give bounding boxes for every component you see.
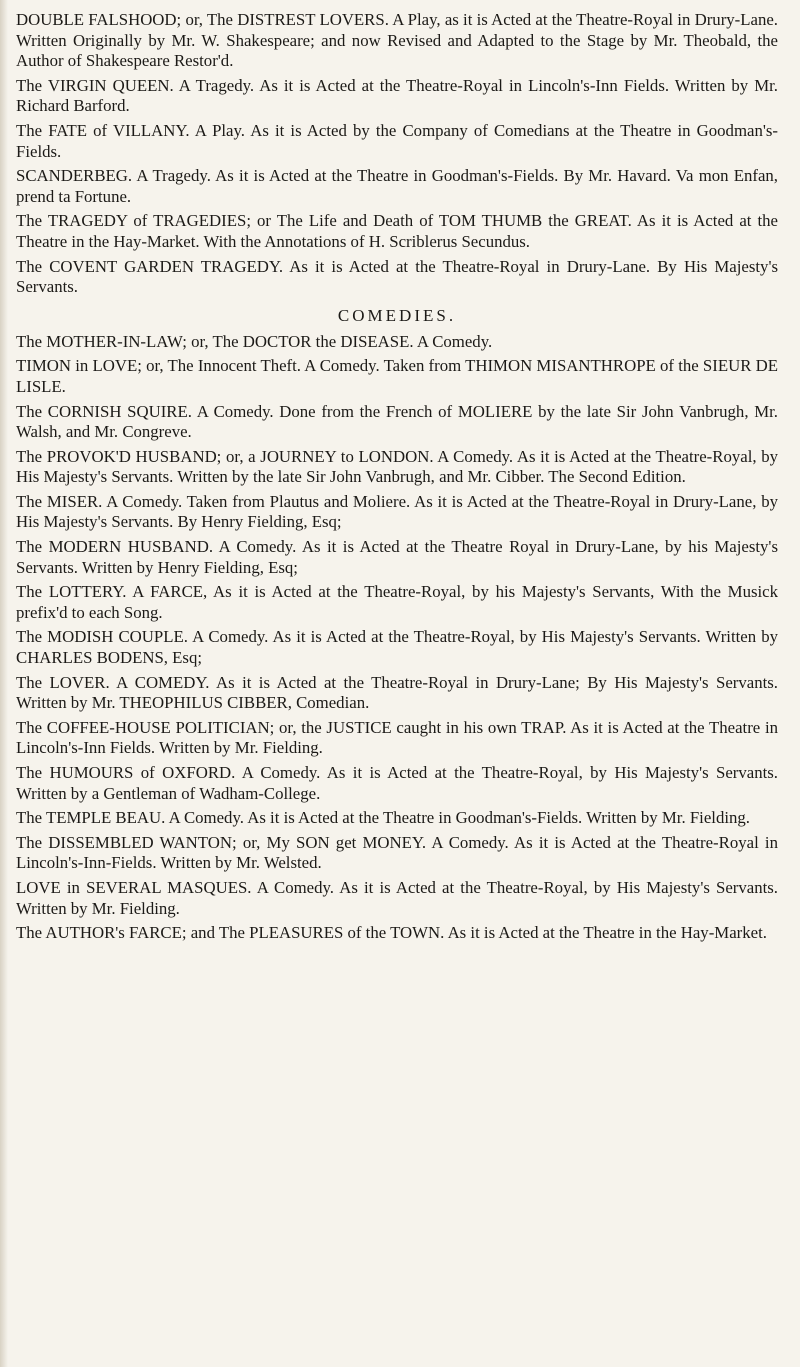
entry-love-in-several-masques: LOVE in SEVERAL MASQUES. A Comedy. As it is Acted at the Theatre-Royal, by His Majesty's Servants. Written by Mr. Fielding. [16, 877, 778, 918]
entry-temple-beau: The TEMPLE BEAU. A Comedy. As it is Acted at the Theatre in Goodman's-Fields. Written by Mr. Fielding. [16, 808, 750, 828]
entry-dissembled-wanton: The DISSEMBLED WANTON; or, My SON get MONEY. A Comedy. As it is Acted at the Theatre-Royal in Lincoln's-Inn-Fields. Written by Mr. Welsted. [16, 832, 778, 873]
section-heading-comedies: COMEDIES. [337, 305, 457, 325]
entry-virgin-queen: The VIRGIN QUEEN. A Tragedy. As it is Acted at the Theatre-Royal in Lincoln's-Inn Fields. Written by Mr. Richard Barford. [16, 75, 778, 116]
entry-mother-in-law: The MOTHER-IN-LAW; or, The DOCTOR the DISEASE. A Comedy. [16, 331, 493, 351]
entry-humours-of-oxford: The HUMOURS of OXFORD. A Comedy. As it is Acted at the Theatre-Royal, by His Majesty's Servants. Written by a Gentleman of Wadham-College. [16, 763, 778, 803]
entry-tragedy-of-tragedies: The TRAGEDY of TRAGEDIES; or The Life and Death of TOM THUMB the GREAT. As it is Acted at the Theatre in the Hay-Market. With the Annotations of H. Scriblerus Secundus. [16, 211, 778, 251]
entry-lover: The LOVER. A COMEDY. As it is Acted at the Theatre-Royal in Drury-Lane; By His Majesty's Servants. Written by Mr. THEOPHILUS CIBBER, Comedian. [16, 672, 778, 713]
entry-miser: The MISER. A Comedy. Taken from Plautus and Moliere. As it is Acted at the Theatre-Royal in Drury-Lane, by His Majesty's Servants. By Henry Fielding, Esq; [16, 491, 778, 532]
entry-cornish-squire: The CORNISH SQUIRE. A Comedy. Done from the French of MOLIERE by the late Sir John Vanbrugh, Mr. Walsh, and Mr. Congreve. [16, 401, 778, 442]
entry-modern-husband: The MODERN HUSBAND. A Comedy. As it is Acted at the Theatre Royal in Drury-Lane, by his Majesty's Servants. Written by Henry Fielding, Esq; [16, 537, 778, 577]
entry-authors-farce: The AUTHOR's FARCE; and The PLEASURES of the TOWN. As it is Acted at the Theatre in the Hay-Market. [16, 923, 767, 943]
entry-double-falshood: DOUBLE FALSHOOD; or, The DISTREST LOVERS. A Play, as it is Acted at the Theatre-Royal in Drury-Lane. Written Originally by Mr. W. Shakespeare; and now Revised and Adapted to the Stage by Mr. Theobald, the Author of Shakespeare Restor'd. [16, 10, 778, 71]
entry-covent-garden-tragedy: The COVENT GARDEN TRAGEDY. As it is Acted at the Theatre-Royal in Drury-Lane. By His Majesty's Servants. [16, 256, 778, 297]
entry-scanderbeg: SCANDERBEG. A Tragedy. As it is Acted at the Theatre in Goodman's-Fields. By Mr. Havard. Va mon Enfan, prend ta Fortune. [16, 166, 778, 206]
entry-timon-in-love: TIMON in LOVE; or, The Innocent Theft. A Comedy. Taken from THIMON MISANTHROPE of the SIEUR DE LISLE. [16, 356, 778, 396]
entry-lottery: The LOTTERY. A FARCE, As it is Acted at the Theatre-Royal, by his Majesty's Servants, With the Musick prefix'd to each Song. [16, 582, 778, 622]
entry-provokd-husband: The PROVOK'D HUSBAND; or, a JOURNEY to LONDON. A Comedy. As it is Acted at the Theatre-Royal, by His Majesty's Servants. Written by the late Sir John Vanbrugh, and Mr. Cibber. The Second Edition. [16, 446, 778, 487]
page-edge-shadow [0, 0, 8, 1367]
entry-fate-of-villany: The FATE of VILLANY. A Play. As it is Acted by the Company of Comedians at the Theatre in Goodman's-Fields. [16, 120, 778, 161]
entry-coffee-house-politician: The COFFEE-HOUSE POLITICIAN; or, the JUSTICE caught in his own TRAP. As it is Acted at the Theatre in Lincoln's-Inn Fields. Written by Mr. Fielding. [16, 717, 778, 758]
entry-modish-couple: The MODISH COUPLE. A Comedy. As it is Acted at the Theatre-Royal, by His Majesty's Servants. Written by CHARLES BODENS, Esq; [16, 627, 778, 668]
